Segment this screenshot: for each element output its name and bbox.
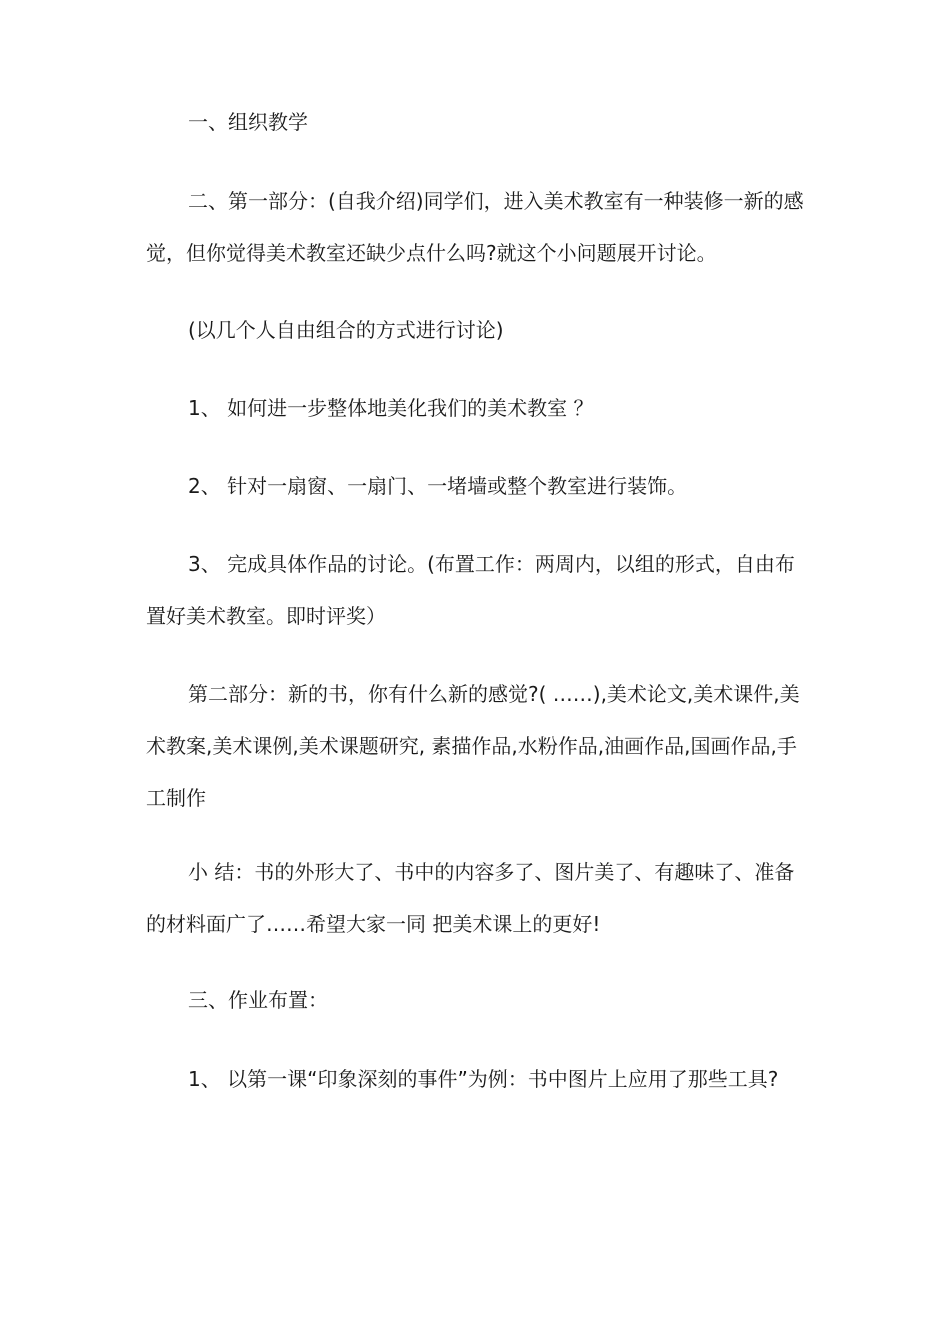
section-heading-homework: 三、作业布置： — [188, 988, 328, 1012]
paragraph-part-two: 第二部分：新的书，你有什么新的感觉?( ……),美术论文,美术课件,美术教案,美术课例,美术课题研究, 素描作品,水粉作品,油画作品,国画作品,手工制作 — [146, 682, 800, 810]
section-heading-organize-teaching: 一、组织教学 — [188, 110, 308, 134]
list-item-1: 1、 如何进一步整体地美化我们的美术教室 ？ — [188, 396, 594, 420]
paragraph-part-one-intro: 二、第一部分：(自我介绍)同学们，进入美术教室有一种装修一新的感觉，但你觉得美术教室还缺少点什么吗?就这个小问题展开讨论。 — [146, 189, 804, 265]
list-item-3: 3、 完成具体作品的讨论。(布置工作：两周内，以组的形式，自由布置好美术教室。即时评奖） — [146, 552, 795, 628]
paragraph-summary: 小 结：书的外形大了、书中的内容多了、图片美了、有趣味了、准备的材料面广了……希望大家一同 把美术课上的更好! — [146, 860, 795, 936]
list-item-2: 2、 针对一扇窗、一扇门、一堵墙或整个教室进行装饰。 — [188, 474, 688, 498]
homework-item-1: 1、 以第一课“印象深刻的事件”为例：书中图片上应用了那些工具? — [188, 1067, 779, 1091]
paragraph-discussion-method: (以几个人自由组合的方式进行讨论) — [188, 318, 504, 342]
